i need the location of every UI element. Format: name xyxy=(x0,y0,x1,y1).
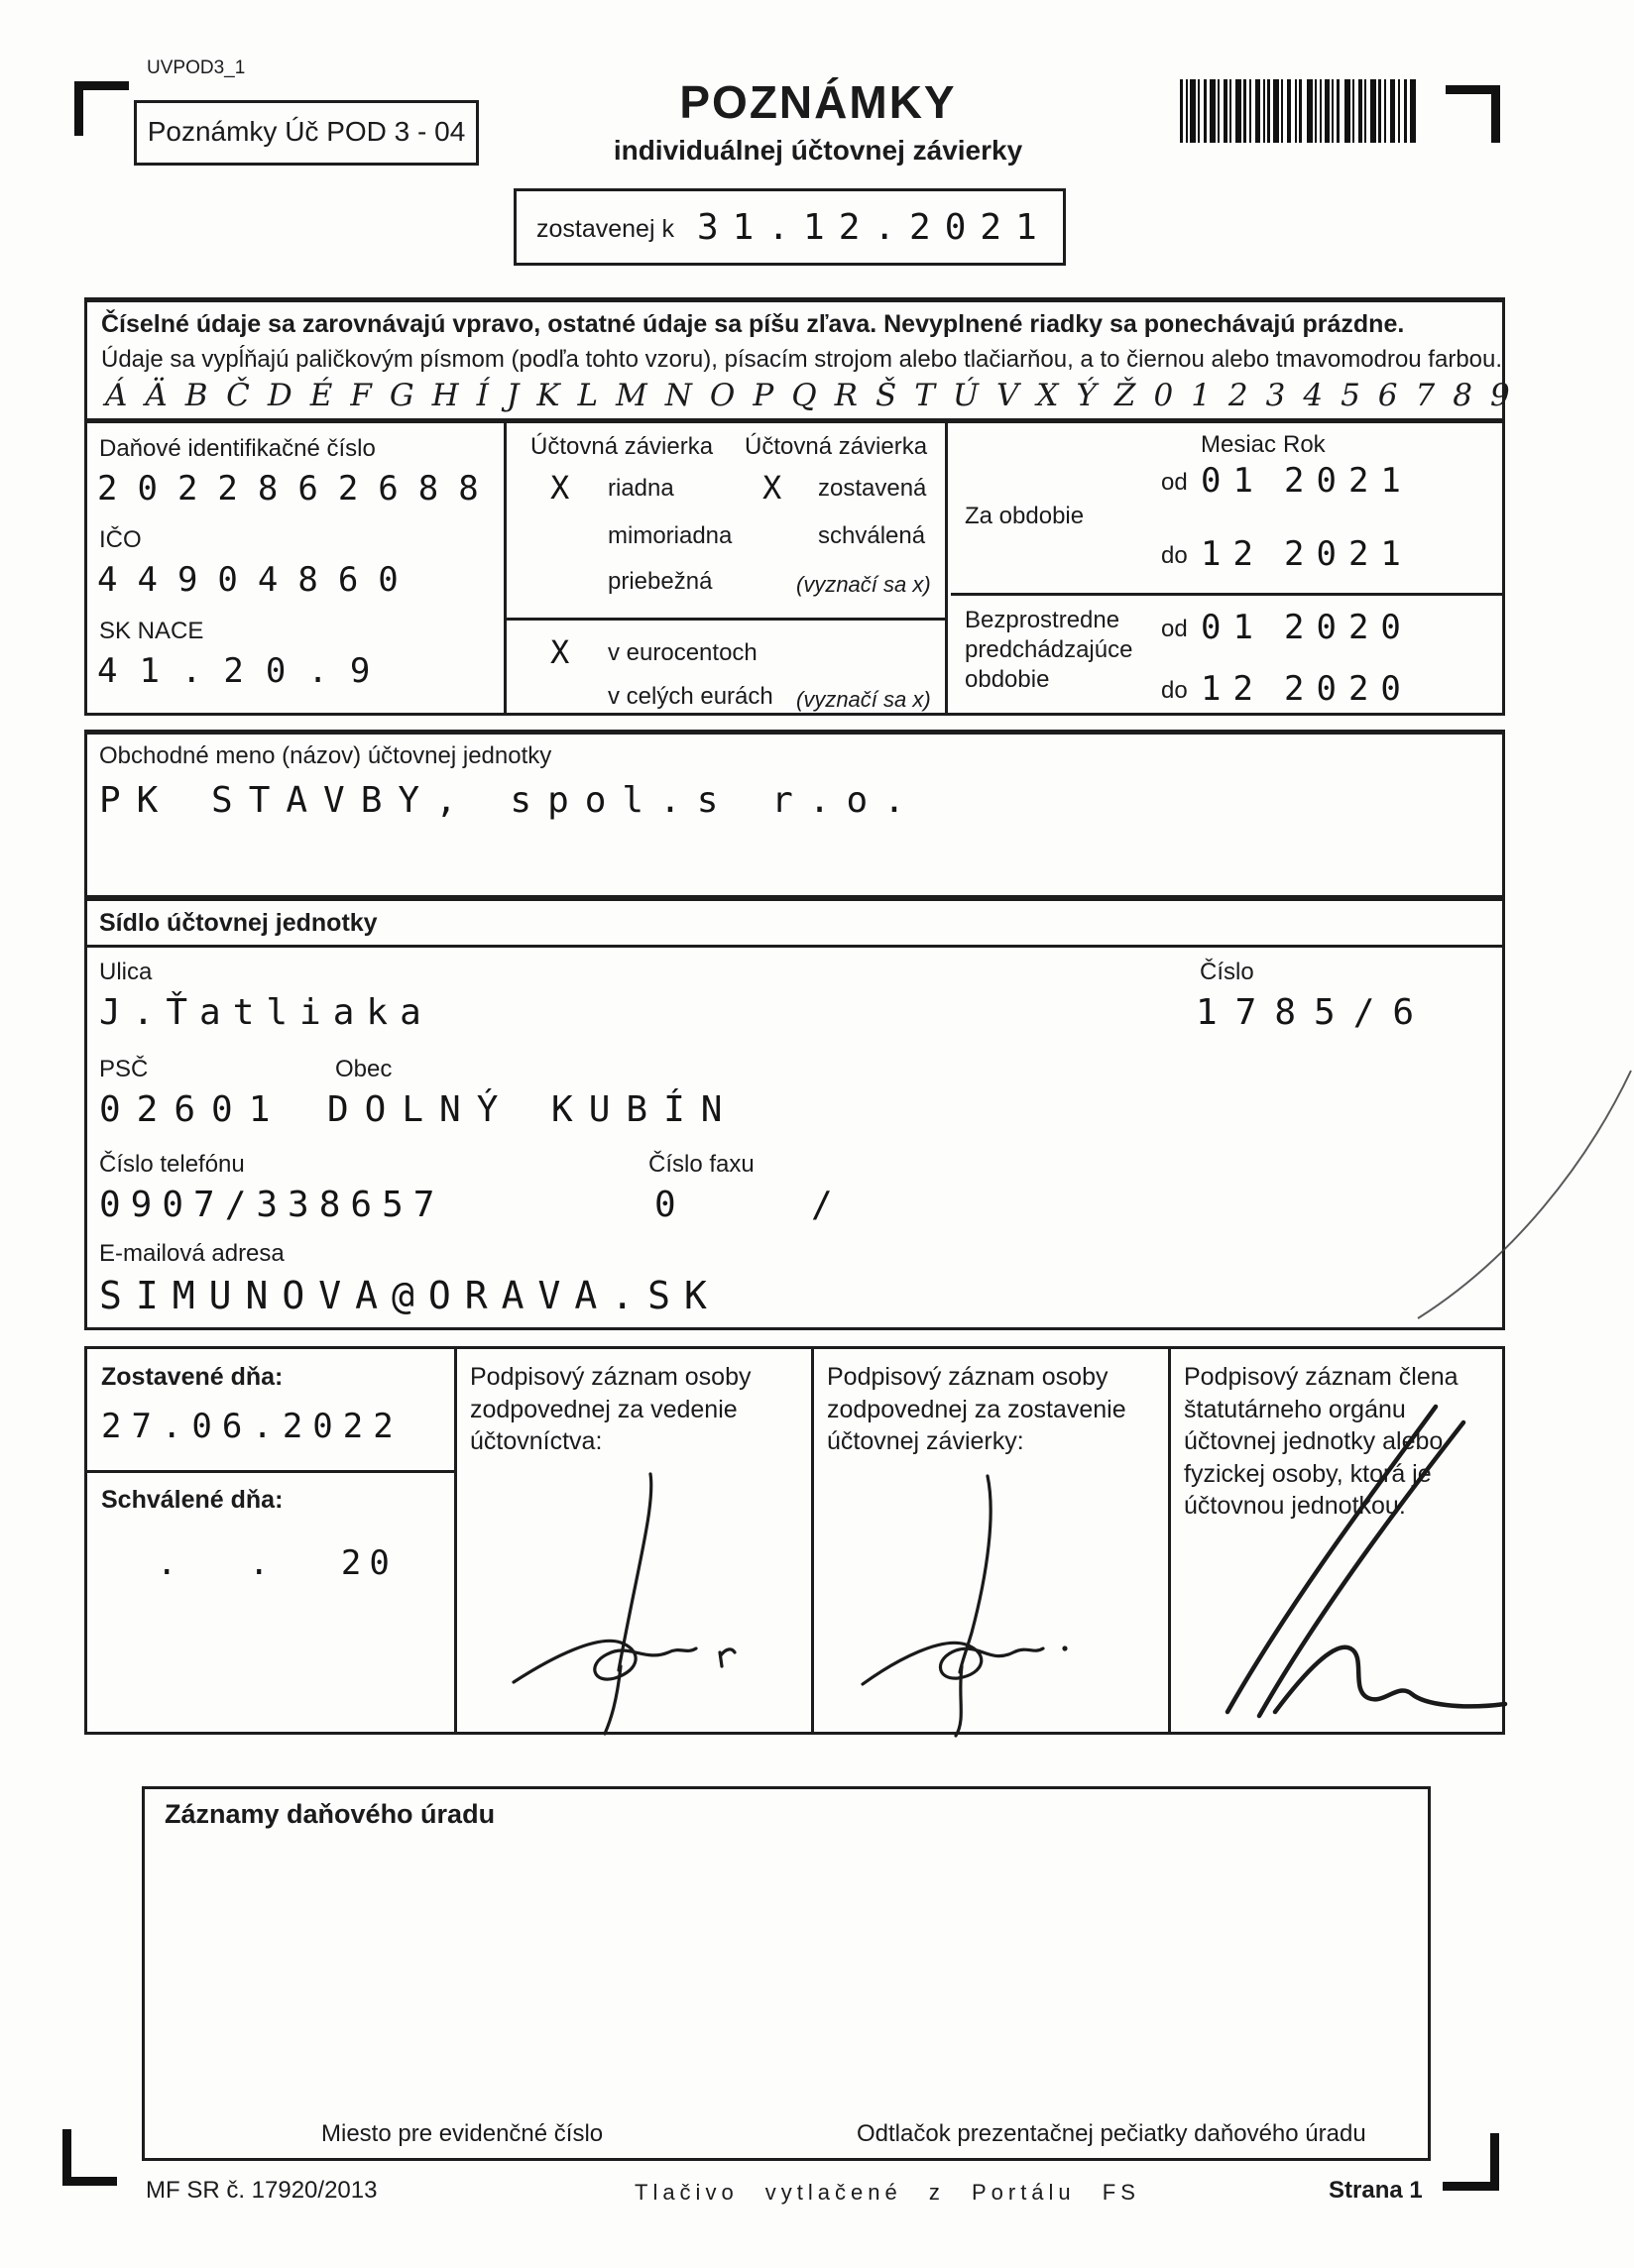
address-header-divider xyxy=(87,945,1502,948)
signature2-label: Podpisový záznam osoby zodpovednej za zostavenie účtovnej závierky: xyxy=(827,1363,1126,1455)
business-name-box xyxy=(84,730,1505,898)
prev-to-prefix: do xyxy=(1161,677,1188,704)
compiled-date-value: 31.12.2021 xyxy=(697,207,1051,248)
tax-office-records-box xyxy=(142,1786,1431,2161)
evidence-number-label: Miesto pre evidenčné číslo xyxy=(321,2120,604,2147)
sample-script-row xyxy=(105,378,1528,413)
signature1-label: Podpisový záznam osoby zodpovednej za vedenie účtovníctva: xyxy=(470,1363,752,1455)
approved-on-value: . . 20 xyxy=(157,1543,398,1583)
mark-note-2: (vyznačí sa x) xyxy=(796,687,931,712)
year-header: Rok xyxy=(1283,431,1326,458)
signature-divider-2 xyxy=(811,1349,814,1732)
signature-accounting xyxy=(484,1460,752,1736)
street-value: J.Ťatliaka xyxy=(99,992,433,1033)
signature-statutory xyxy=(1176,1385,1509,1730)
compiled-date-box xyxy=(514,188,1066,266)
mark-note-1: (vyznačí sa x) xyxy=(796,572,931,597)
checkbox-zostavena-mark: X xyxy=(762,469,782,507)
current-from-prefix: od xyxy=(1161,469,1188,496)
periods-divider xyxy=(951,593,1502,596)
number-label: Číslo xyxy=(1200,959,1254,985)
address-section-label: Sídlo účtovnej jednotky xyxy=(99,909,378,937)
closing-type-header-right: Účtovná závierka xyxy=(745,433,928,460)
tax-office-records-label: Záznamy daňového úradu xyxy=(165,1799,496,1829)
signature3-label: Podpisový záznam člena štatutárneho orgánu účtovnej jednotky alebo fyzickej osoby, ktorá je účtovnou jednotkou: xyxy=(1184,1363,1459,1520)
page-subtitle: individuálnej účtovnej závierky xyxy=(613,135,1023,166)
dates-divider xyxy=(87,1470,454,1473)
current-from-year: 2021 xyxy=(1284,461,1413,501)
corner-mark-bottom-left xyxy=(62,2129,117,2186)
periods-panel xyxy=(951,423,1502,713)
fax-value: 0 xyxy=(654,1185,676,1225)
form-id-label: Poznámky Úč POD 3 - 04 xyxy=(147,116,466,147)
zip-value: 02601 xyxy=(99,1089,287,1130)
phone-value: 0907/338657 xyxy=(99,1185,445,1225)
footer-form-number: MF SR č. 17920/2013 xyxy=(146,2177,378,2204)
corner-mark-bottom-right xyxy=(1443,2133,1499,2191)
sample-letters: ÁÄBČDÉFGHÍJKLMNOPQRŠTÚVXÝŽ xyxy=(105,378,1154,413)
form-id-box xyxy=(134,100,479,166)
corner-mark-top-right xyxy=(1446,85,1500,143)
address-box xyxy=(84,898,1505,1330)
number-value: 1785/6 xyxy=(1196,992,1433,1033)
compiled-on-value: 27.06.2022 xyxy=(101,1407,404,1446)
fax-slash: / xyxy=(811,1185,833,1225)
sk-nace-label: SK NACE xyxy=(99,618,204,644)
sk-nace-value: 41.20.9 xyxy=(97,651,393,691)
instructions-line1: Číselné údaje sa zarovnávajú vpravo, ostatné údaje sa píšu zľava. Nevyplnené riadky sa ponechávajú prázdne. xyxy=(101,310,1405,338)
current-to-prefix: do xyxy=(1161,542,1188,569)
zip-label: PSČ xyxy=(99,1056,149,1082)
barcode xyxy=(1180,79,1418,143)
checkbox-riadna-label: riadna xyxy=(608,475,674,502)
page-title: POZNÁMKY xyxy=(679,76,957,128)
signature-divider-1 xyxy=(454,1349,457,1732)
scan-artifact-line xyxy=(1383,1046,1634,1333)
sample-digits: 0123456789 xyxy=(1153,378,1528,413)
email-value: SIMUNOVA@ORAVA.SK xyxy=(99,1274,721,1317)
compiled-date-label: zostavenej k xyxy=(536,215,674,243)
compiled-on-label: Zostavené dňa: xyxy=(101,1363,284,1391)
business-name-value: PK STAVBY, spol.s r.o. xyxy=(99,780,921,821)
city-value: DOLNÝ KUBÍN xyxy=(327,1089,739,1130)
checkbox-priebezna-label: priebežná xyxy=(608,568,713,595)
closing-type-header-left: Účtovná závierka xyxy=(530,433,714,460)
current-period-label: Za obdobie xyxy=(965,503,1085,529)
street-label: Ulica xyxy=(99,959,153,985)
instructions-line2: Údaje sa vypĺňajú paličkovým písmom (podľa tohto vzoru), písacím strojom alebo tlačiarňou, a to čiernou alebo tmavomodrou farbou. xyxy=(101,346,1503,373)
current-to-year: 2021 xyxy=(1284,534,1413,574)
checkbox-eurocent-mark: X xyxy=(550,633,570,671)
checkbox-eur-label: v celých eurách xyxy=(608,683,773,710)
email-label: E-mailová adresa xyxy=(99,1240,285,1267)
prev-from-prefix: od xyxy=(1161,616,1188,642)
business-name-label: Obchodné meno (názov) účtovnej jednotky xyxy=(99,742,552,769)
ico-label: IČO xyxy=(99,526,142,553)
checkbox-schvalena-label: schválená xyxy=(818,522,926,549)
closing-type-divider xyxy=(507,618,945,621)
city-label: Obec xyxy=(335,1056,393,1082)
tax-id-value: 2022862688 xyxy=(97,469,499,509)
footer-printed-from: Tlačivo vytlačené z Portálu FS xyxy=(635,2180,1140,2205)
corner-mark-top-left xyxy=(74,81,129,136)
tax-id-label: Daňové identifikačné číslo xyxy=(99,435,376,462)
current-from-month: 01 xyxy=(1201,461,1265,501)
signature-divider-3 xyxy=(1168,1349,1171,1732)
footer-page-number: Strana 1 xyxy=(1329,2177,1423,2204)
prev-from-month: 01 xyxy=(1201,608,1265,647)
identification-grid xyxy=(84,420,1505,716)
prev-from-year: 2020 xyxy=(1284,608,1413,647)
ico-value: 44904860 xyxy=(97,560,418,600)
signature-section xyxy=(84,1346,1505,1735)
stamp-label: Odtlačok prezentačnej pečiatky daňového úradu xyxy=(857,2120,1366,2147)
checkbox-eurocent-label: v eurocentoch xyxy=(608,639,758,666)
checkbox-riadna-mark: X xyxy=(550,469,570,507)
prev-to-month: 12 xyxy=(1201,669,1265,709)
previous-period-label: Bezprostredne predchádzajúce obdobie xyxy=(965,607,1133,693)
current-to-month: 12 xyxy=(1201,534,1265,574)
month-header: Mesiac xyxy=(1201,431,1277,458)
checkbox-zostavena-label: zostavená xyxy=(818,475,927,502)
closing-type-panel xyxy=(504,423,948,713)
fax-label: Číslo faxu xyxy=(648,1151,755,1178)
approved-on-label: Schválené dňa: xyxy=(101,1486,284,1514)
instructions-box xyxy=(84,297,1528,421)
form-code: UVPOD3_1 xyxy=(147,57,246,78)
checkbox-mimoriadna-label: mimoriadna xyxy=(608,522,733,549)
phone-label: Číslo telefónu xyxy=(99,1151,245,1178)
prev-to-year: 2020 xyxy=(1284,669,1413,709)
signature-preparer xyxy=(839,1456,1107,1738)
